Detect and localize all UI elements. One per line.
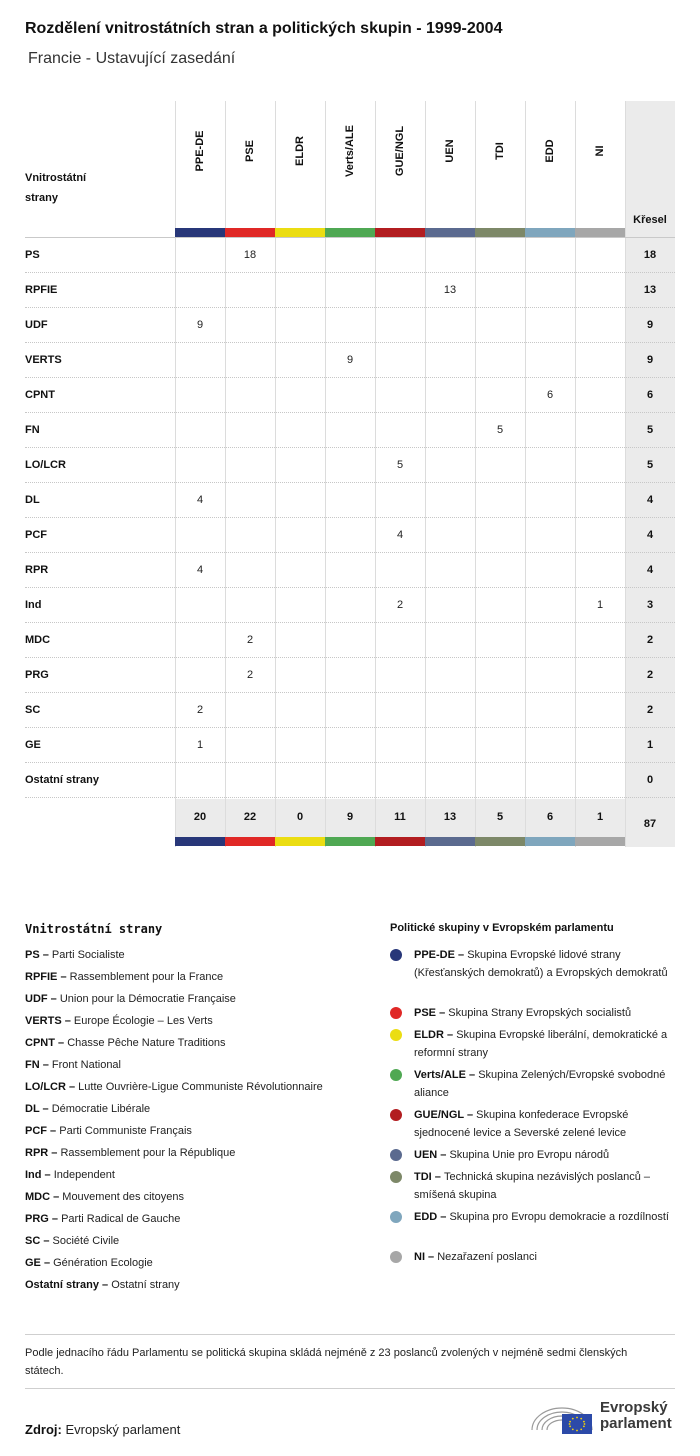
legend-group-item [414, 1106, 676, 1142]
group-column-label: Verts/ALE [344, 125, 356, 177]
legend-full-name: Skupina Unie pro Evropu národů [449, 1149, 610, 1161]
party-row-label: MDC [25, 634, 51, 646]
party-seat-total: 4 [646, 494, 654, 506]
group-column-label: UEN [444, 139, 456, 163]
party-row-label: CPNT [25, 389, 55, 401]
legend-full-name: Skupina Zelených/Evropské svobodné aliance [414, 1069, 666, 1099]
group-total: 0 [296, 811, 304, 823]
legend-abbr: UEN – [414, 1149, 450, 1161]
legend-full-name: Parti Communiste Français [59, 1125, 192, 1137]
party-row-label: SC [25, 704, 41, 716]
group-column-label: NI [594, 145, 606, 157]
legend-full-name: Technická skupina nezávislých poslanců – smíšená skupina [414, 1171, 651, 1201]
group-color-swatch-bottom [175, 837, 225, 846]
legend-national-item [25, 1147, 235, 1159]
row-divider [25, 377, 675, 378]
row-divider [25, 412, 675, 413]
group-total: 20 [193, 811, 207, 823]
seat-cell: 2 [396, 599, 404, 611]
party-row-label: DL [25, 494, 40, 506]
party-row-label: Ind [25, 599, 42, 611]
row-divider [25, 552, 675, 553]
legend-national-item [25, 1235, 119, 1247]
legend-group-item [414, 1004, 676, 1022]
row-divider [25, 517, 675, 518]
group-color-swatch [525, 228, 575, 237]
seat-cell: 18 [243, 249, 257, 261]
legend-abbr: FN – [25, 1059, 52, 1071]
group-total: 9 [346, 811, 354, 823]
legend-abbr: PS – [25, 949, 52, 961]
legend-full-name: Rassemblement pour la France [69, 971, 224, 983]
legend-full-name: Skupina Strany Evropských socialistů [448, 1007, 632, 1019]
legend-color-dot [390, 1171, 402, 1183]
legend-full-name: Ostatní strany [111, 1279, 180, 1291]
legend-color-dot [390, 1007, 402, 1019]
legend-abbr: Ostatní strany – [25, 1279, 112, 1291]
legend-full-name: Skupina pro Evropu demokracie a rozdílností [449, 1211, 669, 1223]
divider [25, 1388, 675, 1389]
legend-national-item [25, 1081, 323, 1093]
legend-abbr: Ind – [25, 1169, 54, 1181]
legend-national-item [25, 993, 236, 1005]
party-row-label: PRG [25, 669, 49, 681]
group-total: 11 [394, 811, 406, 823]
legend-national-item [25, 1213, 180, 1225]
legend-group-item [414, 1026, 676, 1062]
party-seat-total: 13 [643, 284, 657, 296]
legend-groups-title: Politické skupiny v Evropském parlamentu [390, 922, 614, 934]
row-divider [25, 447, 675, 448]
party-seat-total: 9 [646, 354, 654, 366]
group-color-swatch [425, 228, 475, 237]
legend-national-item [25, 1191, 184, 1203]
group-column-header [325, 101, 375, 221]
party-row-label: GE [25, 739, 41, 751]
party-row-label: VERTS [25, 354, 62, 366]
legend-national-item [25, 1169, 115, 1181]
seat-cell: 13 [443, 284, 457, 296]
grand-total: 87 [643, 818, 657, 830]
legend-national-item [25, 1257, 153, 1269]
party-seat-total: 5 [646, 459, 654, 471]
page-subtitle: Francie - Ustavující zasedání [28, 50, 236, 67]
group-column-label: PPE-DE [194, 130, 206, 172]
seat-cell: 4 [196, 564, 204, 576]
group-color-swatch-bottom [475, 837, 525, 846]
group-column-header [425, 101, 475, 221]
group-color-swatch [325, 228, 375, 237]
legend-full-name: Independent [53, 1169, 115, 1181]
legend-full-name: Europe Écologie – Les Verts [73, 1015, 213, 1027]
legend-full-name: Chasse Pêche Nature Traditions [67, 1037, 226, 1049]
legend-full-name: Union pour la Démocratie Française [59, 993, 236, 1005]
group-color-swatch-bottom [525, 837, 575, 846]
legend-national-item [25, 1059, 121, 1071]
seat-cell: 5 [496, 424, 504, 436]
group-color-swatch [575, 228, 625, 237]
group-total: 22 [243, 811, 257, 823]
group-column-header [375, 101, 425, 221]
legend-abbr: RPR – [25, 1147, 61, 1159]
row-divider [25, 797, 675, 798]
legend-full-name: Skupina Evropské lidové strany (Křesťanských demokratů) a Evropských demokratů [414, 949, 668, 979]
row-divider [25, 482, 675, 483]
legend-color-dot [390, 1029, 402, 1041]
row-divider [25, 727, 675, 728]
group-column-label: EDD [544, 139, 556, 163]
legend-full-name: Société Civile [52, 1235, 120, 1247]
seat-cell: 2 [246, 669, 254, 681]
legend-abbr: CPNT – [25, 1037, 68, 1049]
legend-abbr: EDD – [414, 1211, 450, 1223]
party-seat-total: 2 [646, 669, 654, 681]
party-seat-total: 4 [646, 564, 654, 576]
group-total: 5 [496, 811, 504, 823]
party-row-label: PCF [25, 529, 47, 541]
party-row-label: FN [25, 424, 40, 436]
source-value: Evropský parlament [65, 1422, 181, 1437]
seat-cell: 4 [396, 529, 404, 541]
row-divider [25, 657, 675, 658]
seat-cell: 4 [196, 494, 204, 506]
legend-national-item [25, 1103, 150, 1115]
row-divider [25, 342, 675, 343]
group-total: 6 [546, 811, 554, 823]
party-seat-total: 2 [646, 704, 654, 716]
group-column-label: ELDR [294, 136, 306, 166]
legend-color-dot [390, 1069, 402, 1081]
legend-abbr: RPFIE – [25, 971, 70, 983]
legend-full-name: Front National [51, 1059, 121, 1071]
legend-abbr: PRG – [25, 1213, 62, 1225]
party-row-label: RPR [25, 564, 49, 576]
group-column-label: PSE [244, 139, 256, 163]
legend-full-name: Parti Radical de Gauche [61, 1213, 181, 1225]
legend-group-item [414, 1146, 676, 1164]
row-divider [25, 692, 675, 693]
group-color-swatch [275, 228, 325, 237]
party-seat-total: 6 [646, 389, 654, 401]
legend-national-item [25, 1279, 180, 1291]
party-seat-total: 0 [646, 774, 654, 786]
legend-abbr: NI – [414, 1251, 438, 1263]
group-color-swatch-bottom [425, 837, 475, 846]
ep-logo-text [600, 1400, 672, 1432]
legend-national-title: Vnitrostátní strany [25, 922, 163, 936]
legend-full-name: Génération Ecologie [53, 1257, 153, 1269]
party-seat-total: 5 [646, 424, 654, 436]
group-total: 1 [596, 811, 604, 823]
legend-abbr: PPE-DE – [414, 949, 468, 961]
legend-group-item [414, 1168, 676, 1204]
party-row-label: Ostatní strany [25, 774, 99, 786]
row-divider [25, 587, 675, 588]
legend-full-name: Skupina konfederace Evropské sjednocené levice a Severské zelené levice [414, 1109, 629, 1139]
party-seat-total: 2 [646, 634, 654, 646]
group-column-header [275, 101, 325, 221]
legend-full-name: Démocratie Libérale [51, 1103, 151, 1115]
ep-hemicycle-eu-flag-icon [528, 1396, 598, 1436]
header-bottom-line [25, 237, 675, 238]
ep-logo [528, 1396, 678, 1440]
row-divider [25, 622, 675, 623]
legend-full-name: Skupina Evropské liberální, demokratické a reformní strany [414, 1029, 668, 1059]
legend-abbr: Verts/ALE – [414, 1069, 479, 1081]
party-seat-total: 18 [643, 249, 657, 261]
group-column-label: TDI [494, 142, 506, 160]
legend-abbr: GE – [25, 1257, 54, 1269]
legend-abbr: PCF – [25, 1125, 60, 1137]
legend-color-dot [390, 1251, 402, 1263]
kesel-column-background [625, 101, 675, 847]
legend-abbr: LO/LCR – [25, 1081, 79, 1093]
group-column-header [225, 101, 275, 221]
legend-abbr: TDI – [414, 1171, 444, 1183]
legend-full-name: Rassemblement pour la République [60, 1147, 236, 1159]
legend-color-dot [390, 1149, 402, 1161]
total-header-label: Křesel [633, 214, 667, 226]
group-color-swatch-bottom [225, 837, 275, 846]
legend-color-dot [390, 949, 402, 961]
legend-full-name: Nezařazení poslanci [437, 1251, 537, 1263]
legend-full-name: Parti Socialiste [51, 949, 125, 961]
ep-logo-line2: parlament [600, 1415, 672, 1432]
seat-cell: 1 [596, 599, 604, 611]
party-seat-total: 4 [646, 529, 654, 541]
legend-group-item [414, 946, 676, 982]
legend-group-item [414, 1208, 676, 1226]
legend-abbr: ELDR – [414, 1029, 457, 1041]
seat-cell: 6 [546, 389, 554, 401]
footnote: Podle jednacího řádu Parlamentu se politická skupina skládá nejméně z 23 poslanců zvolených v nejméně sedmi členských státech. [25, 1347, 628, 1377]
legend-national-item [25, 949, 125, 961]
ep-logo-line1: Evropský [600, 1399, 668, 1416]
group-color-swatch [475, 228, 525, 237]
seat-cell: 2 [246, 634, 254, 646]
legend-abbr: VERTS – [25, 1015, 74, 1027]
seat-cell: 5 [396, 459, 404, 471]
row-divider [25, 307, 675, 308]
seat-cell: 9 [196, 319, 204, 331]
seat-cell: 1 [196, 739, 204, 751]
group-column-header [525, 101, 575, 221]
legend-abbr: GUE/NGL – [414, 1109, 477, 1121]
legend-national-item [25, 1015, 213, 1027]
legend-abbr: DL – [25, 1103, 52, 1115]
group-color-swatch-bottom [275, 837, 325, 846]
source-line [25, 1422, 180, 1437]
group-total: 13 [443, 811, 457, 823]
seat-cell: 9 [346, 354, 354, 366]
legend-color-dot [390, 1211, 402, 1223]
party-row-label: PS [25, 249, 40, 261]
row-divider [25, 762, 675, 763]
group-color-swatch [375, 228, 425, 237]
group-color-swatch [225, 228, 275, 237]
legend-abbr: MDC – [25, 1191, 63, 1203]
legend-color-dot [390, 1109, 402, 1121]
legend-national-item [25, 971, 223, 983]
legend-national-item [25, 1037, 226, 1049]
page-title: Rozdělení vnitrostátních stran a politických skupin - 1999-2004 [25, 20, 503, 37]
row-header-label: Vnitrostátní strany [25, 172, 87, 204]
group-color-swatch [175, 228, 225, 237]
party-seat-total: 3 [646, 599, 654, 611]
party-seat-total: 1 [646, 739, 654, 751]
row-divider [25, 272, 675, 273]
column-separator [625, 101, 626, 847]
legend-full-name: Mouvement des citoyens [62, 1191, 184, 1203]
party-row-label: LO/LCR [25, 459, 66, 471]
legend-group-item [414, 1248, 676, 1266]
legend-abbr: UDF – [25, 993, 60, 1005]
party-row-label: UDF [25, 319, 48, 331]
divider [25, 1334, 675, 1335]
group-column-header [475, 101, 525, 221]
legend-national-item [25, 1125, 192, 1137]
group-column-header [575, 101, 625, 221]
source-label: Zdroj: [25, 1422, 62, 1437]
group-column-header [175, 101, 225, 221]
legend-abbr: PSE – [414, 1007, 449, 1019]
legend-group-item [414, 1066, 676, 1102]
group-color-swatch-bottom [325, 837, 375, 846]
party-row-label: RPFIE [25, 284, 58, 296]
legend-abbr: SC – [25, 1235, 53, 1247]
seat-cell: 2 [196, 704, 204, 716]
group-column-label: GUE/NGL [394, 125, 406, 177]
legend-full-name: Lutte Ouvrière-Ligue Communiste Révolutionnaire [78, 1081, 323, 1093]
group-color-swatch-bottom [375, 837, 425, 846]
party-seat-total: 9 [646, 319, 654, 331]
group-color-swatch-bottom [575, 837, 625, 846]
